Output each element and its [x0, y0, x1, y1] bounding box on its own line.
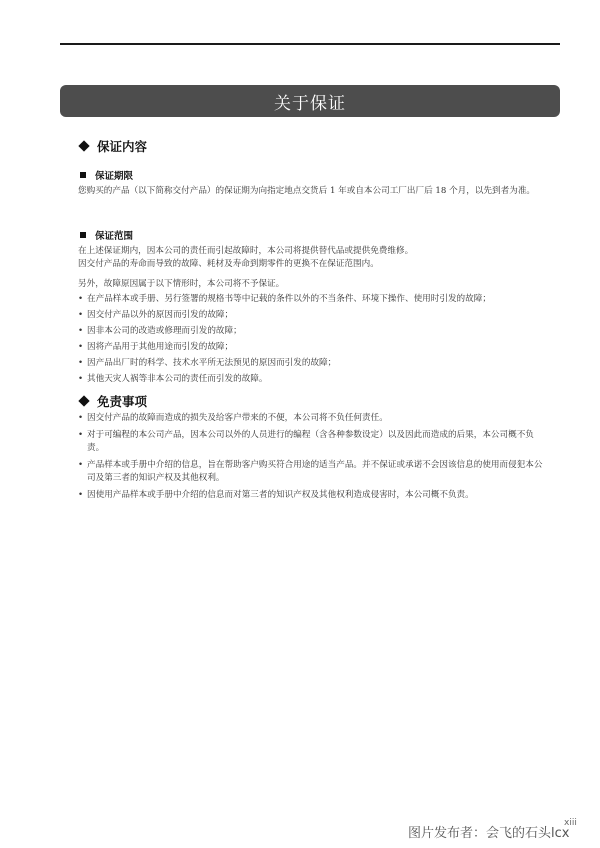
list-item: • 因交付产品以外的原因而引发的故障； — [78, 309, 548, 322]
page-title-bar — [60, 85, 560, 117]
period-heading: 保证期限 — [95, 171, 134, 182]
square-bullet-icon — [80, 172, 86, 178]
period-heading-row — [78, 168, 548, 182]
scope-para-3: 另外，故障原因属于以下情形时，本公司将不予保证。 — [78, 279, 285, 289]
scope-exclusion-list — [78, 293, 548, 386]
period-text: 您购买的产品（以下简称交付产品）的保证期为向指定地点交货后 1 年或自本公司工厂出厂后 18 个月，以先到者为准。 — [78, 186, 536, 196]
warranty-heading: 保证内容 — [97, 139, 148, 154]
scope-para-2: 因交付产品的寿命而导致的故障、耗材及寿命到期零件的更换不在保证范围内。 — [78, 259, 379, 269]
warranty-section-heading — [78, 137, 548, 155]
list-item: • 因非本公司的改造或修理而引发的故障； — [78, 325, 548, 338]
scope-para-1: 在上述保证期内，因本公司的责任而引起故障时，本公司将提供替代品或提供免费维修。 — [78, 246, 414, 256]
list-item: • 对于可编程的本公司产品，因本公司以外的人员进行的编程（含各种参数设定）以及因此而造成的后果，本公司概不负责。 — [78, 429, 548, 455]
disclaimer-section-heading — [78, 392, 548, 410]
list-item: • 因将产品用于其他用途而引发的故障； — [78, 341, 548, 354]
publisher-watermark: 图片发布者：会飞的石头lcx — [408, 826, 570, 841]
list-item: • 因交付产品的故障而造成的损失及给客户带来的不便，本公司将不负任何责任。 — [78, 412, 548, 425]
diamond-bullet-icon — [78, 395, 89, 406]
diamond-bullet-icon — [78, 140, 89, 151]
list-item: • 产品样本或手册中介绍的信息，旨在帮助客户购买符合用途的适当产品。并不保证或承诺不会因该信息的使用而侵犯本公司及第三者的知识产权及其他权利。 — [78, 459, 548, 485]
list-item: • 因产品出厂时的科学、技术水平所无法预见的原因而引发的故障； — [78, 357, 548, 370]
list-item: • 其他天灾人祸等非本公司的责任而引发的故障。 — [78, 373, 548, 386]
disclaimer-heading: 免责事项 — [97, 394, 148, 409]
scope-heading-row — [78, 228, 548, 242]
disclaimer-list — [78, 412, 548, 502]
list-item: • 因使用产品样本或手册中介绍的信息而对第三者的知识产权及其他权利造成侵害时，本公司概不负责。 — [78, 489, 548, 502]
page-title: 关于保证 — [274, 93, 346, 114]
page-number: xiii — [564, 818, 577, 828]
square-bullet-icon — [80, 232, 86, 238]
list-item: • 在产品样本或手册、另行签署的规格书等中记载的条件以外的不当条件、环境下操作、使用时引发的故障； — [78, 293, 548, 306]
scope-heading: 保证范围 — [95, 231, 134, 242]
top-rule — [60, 43, 560, 45]
